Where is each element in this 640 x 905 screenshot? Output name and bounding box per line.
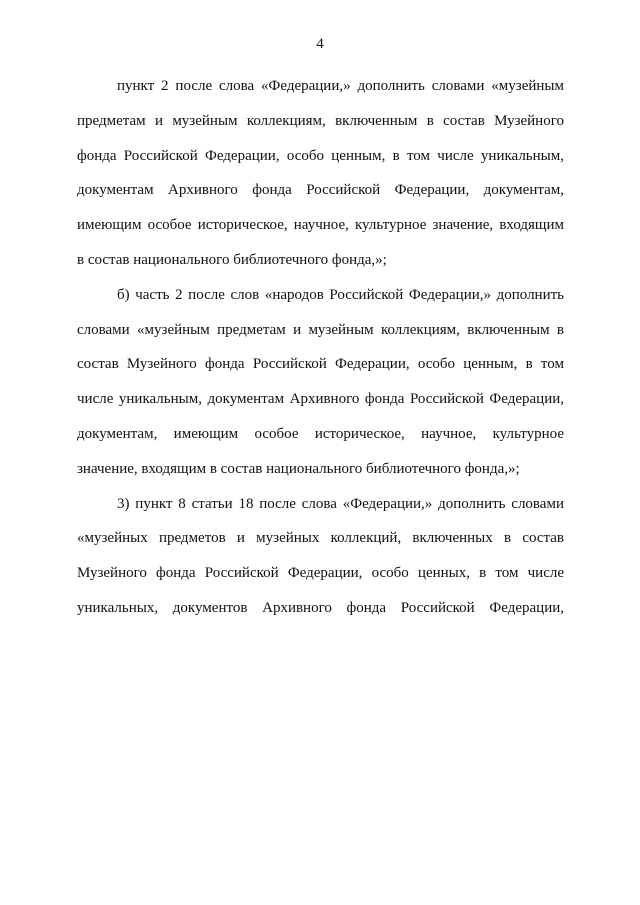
paragraph-3	[77, 487, 564, 626]
page-number: 4	[316, 36, 324, 52]
text-line: документам Архивного фонда Российской Федерации, документам,	[77, 182, 564, 199]
text-line: предметам и музейным коллекциям, включенным в состав Музейного	[77, 112, 564, 129]
text-line: 3) пункт 8 статьи 18 после слова «Федерации,» дополнить словами	[117, 495, 564, 512]
paragraph-2	[77, 278, 564, 487]
text-line: пункт 2 после слова «Федерации,» дополнить словами «музейным	[117, 78, 564, 94]
text-line: значение, входящим в состав национального библиотечного фонда,»;	[77, 460, 520, 477]
text-line: уникальных, документов Архивного фонда Российской Федерации,	[77, 599, 564, 616]
text-line: состав Музейного фонда Российской Федерации, особо ценным, в том	[77, 356, 564, 373]
text-line: имеющим особое историческое, научное, культурное значение, входящим	[77, 217, 564, 234]
paragraph-1	[77, 69, 564, 278]
text-line: документам, имеющим особое историческое, научное, культурное	[77, 425, 564, 442]
text-line: «музейных предметов и музейных коллекций, включенных в состав	[77, 530, 564, 547]
text-line: словами «музейным предметам и музейным коллекциям, включенным в	[77, 321, 564, 338]
text-line: фонда Российской Федерации, особо ценным, в том числе уникальным,	[77, 147, 564, 164]
text-line: числе уникальным, документам Архивного фонда Российской Федерации,	[77, 391, 564, 408]
text-line: б) часть 2 после слов «народов Российской Федерации,» дополнить	[117, 286, 564, 303]
document-body	[77, 69, 564, 626]
text-line: в состав национального библиотечного фонда,»;	[77, 251, 387, 268]
text-line: Музейного фонда Российской Федерации, особо ценных, в том числе	[77, 565, 564, 582]
